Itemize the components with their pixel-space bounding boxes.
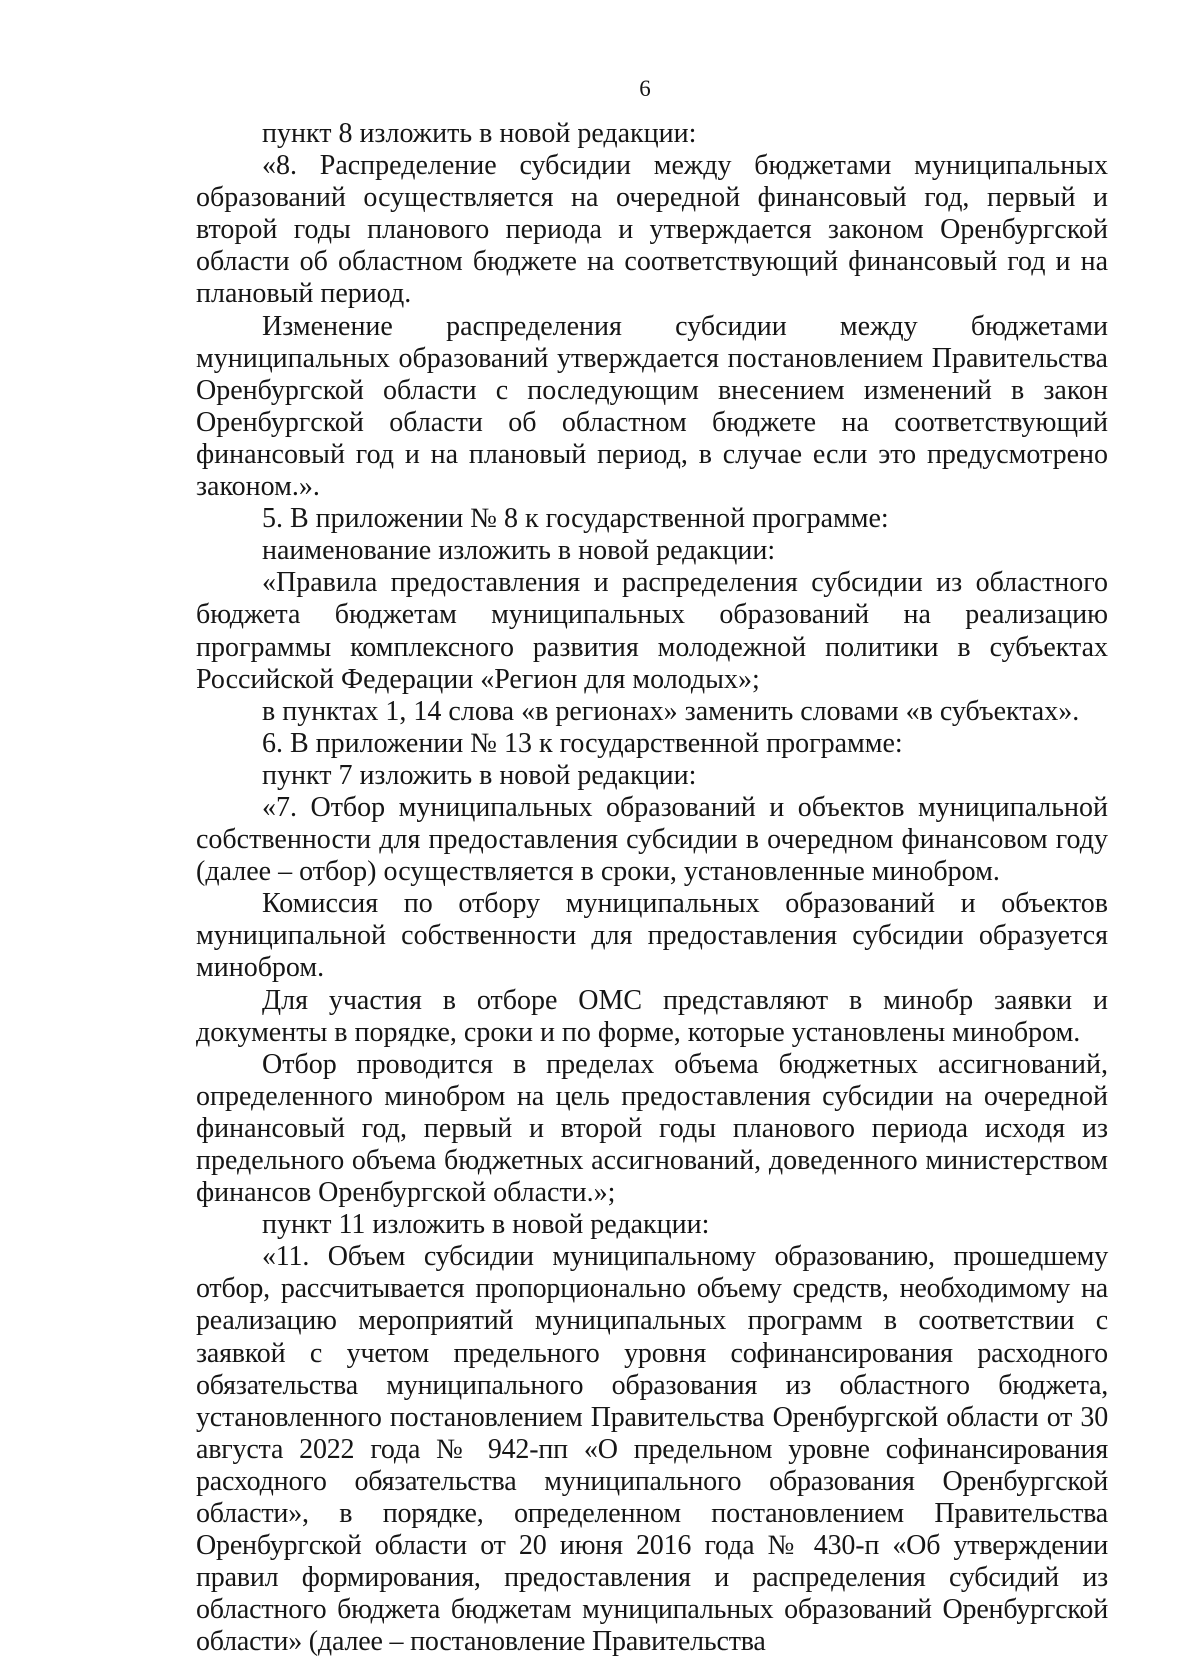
page-number: 6	[639, 76, 651, 101]
paragraph-item-7-intro: пункт 7 изложить в новой редакции:	[262, 759, 697, 791]
paragraph-name-change: наименование изложить в новой редакции:	[262, 535, 776, 567]
paragraph-item-8-text: «8. Распределение субсидии между бюджетами муниципальных образований осуществляется на очередной финансовый год, первый и второй годы планового периода и утверждается законом Оренбургской области об областном бюджете на соответствующий финансовый год и на плановый период.	[196, 150, 1108, 310]
paragraph-selection-limits: Отбор проводится в пределах объема бюджетных ассигнований, определенного минобром на цель предоставления субсидии на очередной финансовый год, первый и второй годы планового периода исходя из предельного объема бюджетных ассигнований, доведенного министерством финансов Оренбургской области.»;	[196, 1048, 1108, 1209]
document-body	[196, 118, 1108, 1659]
paragraph-appendix-13: 6. В приложении № 13 к государственной программе:	[262, 727, 903, 759]
paragraph-appendix-8: 5. В приложении № 8 к государственной программе:	[262, 503, 889, 535]
paragraph-commission: Комиссия по отбору муниципальных образований и объектов муниципальной собственности для предоставления субсидии образуется минобром.	[196, 888, 1108, 984]
paragraph-participation: Для участия в отборе ОМС представляют в минобр заявки и документы в порядке, сроки и по форме, которые установлены минобром.	[196, 984, 1108, 1048]
paragraph-words-replace: в пунктах 1, 14 слова «в регионах» заменить словами «в субъектах».	[262, 695, 1080, 727]
paragraph-item-11-text: «11. Объем субсидии муниципальному образованию, прошедшему отбор, рассчитывается пропорционально объему средств, необходимому на реализацию мероприятий муниципальных программ в соответствии с заявкой с учетом предельного уровня софинансирования расходного обязательства муниципального образования из областного бюджета, установленного постановлением Правительства Оренбургской области от 30 августа 2022 года № 942-пп «О предельном уровне софинансирования расходного обязательства муниципального образования Оренбургской области», в порядке, определенном постановлением Правительства Оренбургской области от 20 июня 2016 года № 430-п «Об утверждении правил формирования, предоставления и распределения субсидий из областного бюджета бюджетам муниципальных образований Оренбургской области» (далее – постановление Правительства	[196, 1241, 1108, 1658]
paragraph-item-7-text: «7. Отбор муниципальных образований и объектов муниципальной собственности для предоставления субсидии в очередном финансовом году (далее – отбор) осуществляется в сроки, установленные минобром.	[196, 791, 1108, 888]
paragraph-rules-title: «Правила предоставления и распределения субсидии из областного бюджета бюджетам муниципальных образований на реализацию программы комплексного развития молодежной политики в субъектах Российской Федерации «Регион для молодых»;	[196, 567, 1108, 695]
paragraph-distribution-change: Изменение распределения субсидии между бюджетами муниципальных образований утверждается постановлением Правительства Оренбургской области с последующим внесением изменений в закон Оренбургской области об областном бюджете на соответствующий финансовый год и на плановый период, в случае если это предусмотрено законом.».	[196, 310, 1108, 503]
paragraph-item-8-intro: пункт 8 изложить в новой редакции:	[262, 118, 697, 149]
paragraph-item-11-intro: пункт 11 изложить в новой редакции:	[262, 1209, 710, 1241]
